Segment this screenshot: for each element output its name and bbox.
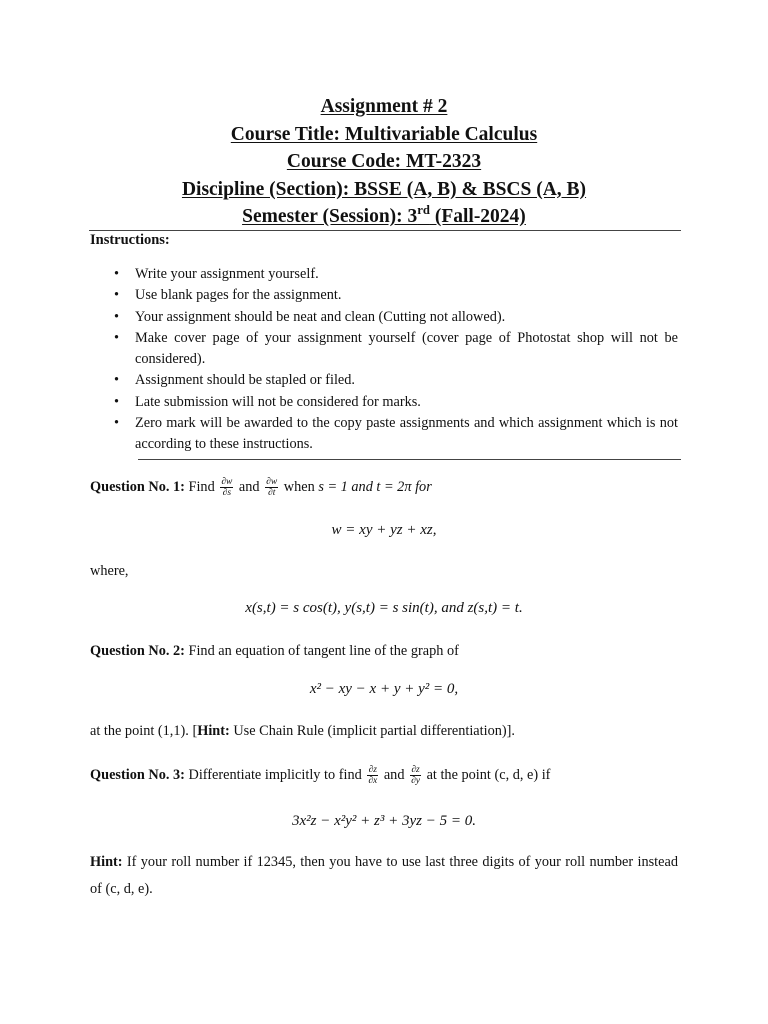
question-3-label: Question No. 3:	[90, 767, 185, 783]
list-item: • Write your assignment yourself.	[112, 264, 678, 285]
partial-w-s: $\frac{\partial w}{\partial s}$	[221, 477, 233, 499]
partial-z-x: $\frac{\partial z}{\partial x}$	[368, 765, 378, 787]
list-item: • Zero mark will be awarded to the copy paste assignments and which assignment which is not according to these instructions.	[112, 413, 678, 456]
partial-w-t: $\frac{\partial w}{\partial t}$	[266, 477, 278, 499]
list-item: • Make cover page of your assignment yourself (cover page of Photostat shop will not be considered).	[112, 328, 678, 371]
question-2-equation: x² − xy − x + y + y² = 0,	[309, 681, 459, 697]
document-header	[0, 93, 768, 231]
question-1-label: Question No. 1:	[90, 479, 185, 495]
semester-session: Semester (Session): 3rd (Fall-2024)	[242, 202, 526, 227]
question-2-label: Question No. 2:	[90, 643, 185, 659]
list-item: • Your assignment should be neat and clean (Cutting not allowed).	[112, 307, 678, 328]
discipline-section: Discipline (Section): BSSE (A, B) & BSCS (A, B)	[181, 178, 587, 200]
partial-z-y: $\frac{\partial z}{\partial y}$	[411, 765, 420, 787]
question-2-hint: at the point (1,1). [Hint: Use Chain Rule (implicit partial differentiation)].	[90, 723, 515, 739]
question-3-hint: Hint: If your roll number if 12345, then you have to use last three digits of your roll number instead of (c, d, e).	[90, 854, 678, 897]
question-1-where: where,	[90, 563, 129, 579]
question-2-prompt: Question No. 2: Find an equation of tangent line of the graph of	[90, 643, 459, 659]
header-divider	[89, 230, 681, 231]
question-1-prompt: Question No. 1: Find $\frac{\partial w}{\partial s}$ and $\frac{\partial w}{\partial t}$ when s = 1 and t = 2π for	[90, 477, 432, 499]
course-code: Course Code: MT-2323	[286, 151, 482, 172]
list-item: • Assignment should be stapled or filed.	[112, 370, 678, 391]
course-title: Course Title: Multivariable Calculus	[230, 123, 538, 145]
instructions-title: Instructions:	[90, 232, 170, 248]
list-item: • Use blank pages for the assignment.	[112, 285, 678, 306]
question-1-parametrization: x(s,t) = s cos(t), y(s,t) = s sin(t), and z(s,t) = t.	[245, 600, 523, 616]
question-3-equation: 3x²z − x²y² + z³ + 3yz − 5 = 0.	[292, 813, 476, 829]
instructions-list	[112, 264, 678, 456]
list-item: • Late submission will not be considered for marks.	[112, 392, 678, 413]
question-1-equation: w = xy + yz + xz,	[331, 522, 437, 538]
instructions-divider	[138, 459, 681, 460]
question-3-prompt: Question No. 3: Differentiate implicitly to find $\frac{\partial z}{\partial x}$ and $\frac{\partial z}{\partial y}$ at the point (c, d, e) if	[90, 765, 551, 787]
assignment-number: Assignment # 2	[320, 96, 448, 117]
